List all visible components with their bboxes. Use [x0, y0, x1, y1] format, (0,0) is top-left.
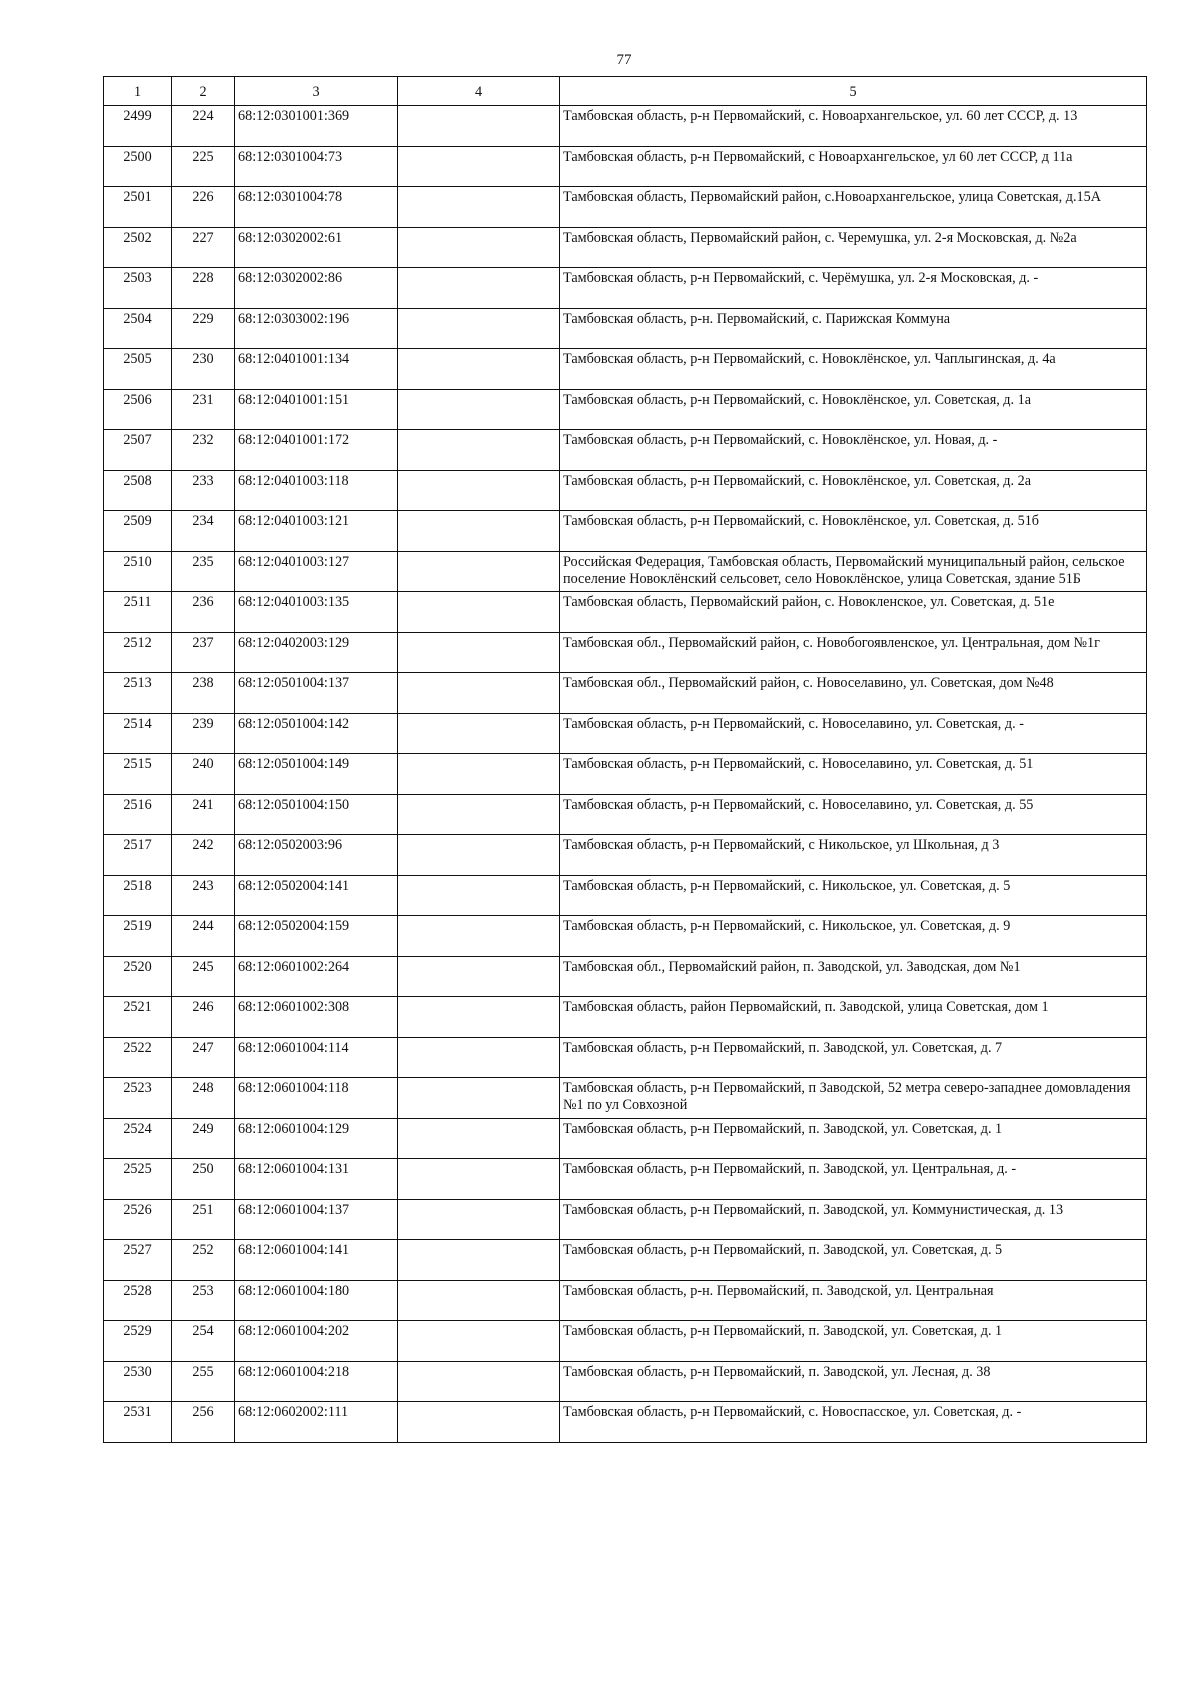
row-number: 2501: [104, 187, 172, 228]
address: Тамбовская область, р-н Первомайский, п. Заводской, ул. Центральная, д. -: [560, 1159, 1147, 1200]
column-4-cell: [398, 1199, 560, 1240]
address: Тамбовская область, р-н Первомайский, с. Новоселавино, ул. Советская, д. 51: [560, 754, 1147, 795]
entry-number: 246: [172, 997, 235, 1038]
row-number: 2506: [104, 389, 172, 430]
address: Тамбовская область, Первомайский район, с.Новоархангельское, улица Советская, д.15А: [560, 187, 1147, 228]
header-col-4: 4: [398, 77, 560, 106]
address: Тамбовская область, Первомайский район, с. Новокленское, ул. Советская, д. 51е: [560, 592, 1147, 633]
table-row: [104, 551, 1147, 592]
cadastral-number: 68:12:0303002:196: [235, 308, 398, 349]
entry-number: 228: [172, 268, 235, 309]
cadastral-number: 68:12:0401003:121: [235, 511, 398, 552]
cadastral-number: 68:12:0501004:137: [235, 673, 398, 714]
column-4-cell: [398, 916, 560, 957]
row-number: 2503: [104, 268, 172, 309]
cadastral-number: 68:12:0401003:135: [235, 592, 398, 633]
entry-number: 249: [172, 1118, 235, 1159]
row-number: 2510: [104, 551, 172, 592]
cadastral-number: 68:12:0301001:369: [235, 106, 398, 147]
row-number: 2526: [104, 1199, 172, 1240]
table-row: [104, 1037, 1147, 1078]
column-4-cell: [398, 106, 560, 147]
column-4-cell: [398, 713, 560, 754]
table-row: [104, 1321, 1147, 1362]
column-4-cell: [398, 268, 560, 309]
table-row: [104, 1159, 1147, 1200]
entry-number: 254: [172, 1321, 235, 1362]
row-number: 2509: [104, 511, 172, 552]
header-col-1: 1: [104, 77, 172, 106]
address: Тамбовская область, р-н Первомайский, с. Новоселавино, ул. Советская, д. -: [560, 713, 1147, 754]
entry-number: 235: [172, 551, 235, 592]
cadastral-number: 68:12:0401001:134: [235, 349, 398, 390]
column-4-cell: [398, 997, 560, 1038]
cadastral-number: 68:12:0601002:264: [235, 956, 398, 997]
row-number: 2524: [104, 1118, 172, 1159]
column-4-cell: [398, 1280, 560, 1321]
column-4-cell: [398, 308, 560, 349]
entry-number: 255: [172, 1361, 235, 1402]
entry-number: 231: [172, 389, 235, 430]
cadastral-number: 68:12:0601004:218: [235, 1361, 398, 1402]
cadastral-number: 68:12:0502004:159: [235, 916, 398, 957]
table-row: [104, 997, 1147, 1038]
address: Тамбовская область, р-н Первомайский, с. Черёмушка, ул. 2-я Московская, д. -: [560, 268, 1147, 309]
entry-number: 244: [172, 916, 235, 957]
cadastral-number: 68:12:0501004:142: [235, 713, 398, 754]
address: Российская Федерация, Тамбовская область, Первомайский муниципальный район, сельское поселение Новоклёнский сельсовет, село Новоклёнское, улица Советская, здание 51Б: [560, 551, 1147, 592]
page-number: 77: [616, 52, 632, 68]
column-4-cell: [398, 1321, 560, 1362]
entry-number: 252: [172, 1240, 235, 1281]
column-4-cell: [398, 754, 560, 795]
address: Тамбовская область, р-н Первомайский, п. Заводской, ул. Советская, д. 7: [560, 1037, 1147, 1078]
address: Тамбовская область, р-н Первомайский, с. Никольское, ул. Советская, д. 5: [560, 875, 1147, 916]
entry-number: 247: [172, 1037, 235, 1078]
row-number: 2531: [104, 1402, 172, 1443]
cadastral-number: 68:12:0601004:180: [235, 1280, 398, 1321]
row-number: 2504: [104, 308, 172, 349]
entry-number: 245: [172, 956, 235, 997]
address: Тамбовская область, р-н Первомайский, с. Никольское, ул. Советская, д. 9: [560, 916, 1147, 957]
address: Тамбовская обл., Первомайский район, с. Новоселавино, ул. Советская, дом №48: [560, 673, 1147, 714]
row-number: 2519: [104, 916, 172, 957]
column-4-cell: [398, 227, 560, 268]
table-row: [104, 835, 1147, 876]
entry-number: 242: [172, 835, 235, 876]
address: Тамбовская область, р-н Первомайский, с. Новоклёнское, ул. Советская, д. 51б: [560, 511, 1147, 552]
column-4-cell: [398, 835, 560, 876]
address: Тамбовская область, р-н Первомайский, п. Заводской, ул. Советская, д. 1: [560, 1321, 1147, 1362]
column-4-cell: [398, 956, 560, 997]
table-row: [104, 511, 1147, 552]
header-col-3: 3: [235, 77, 398, 106]
cadastral-number: 68:12:0501004:149: [235, 754, 398, 795]
column-4-cell: [398, 592, 560, 633]
table-header: [104, 77, 1147, 106]
entry-number: 243: [172, 875, 235, 916]
row-number: 2514: [104, 713, 172, 754]
table-row: [104, 673, 1147, 714]
table-row: [104, 713, 1147, 754]
entry-number: 234: [172, 511, 235, 552]
entry-number: 227: [172, 227, 235, 268]
cadastral-number: 68:12:0401001:172: [235, 430, 398, 471]
address: Тамбовская область, р-н Первомайский, с Новоархангельское, ул 60 лет СССР, д 11а: [560, 146, 1147, 187]
cadastral-number: 68:12:0601004:118: [235, 1078, 398, 1119]
row-number: 2505: [104, 349, 172, 390]
cadastral-number: 68:12:0601004:131: [235, 1159, 398, 1200]
address: Тамбовская область, р-н Первомайский, с. Новоселавино, ул. Советская, д. 55: [560, 794, 1147, 835]
row-number: 2502: [104, 227, 172, 268]
header-col-2: 2: [172, 77, 235, 106]
row-number: 2511: [104, 592, 172, 633]
table-row: [104, 632, 1147, 673]
entry-number: 236: [172, 592, 235, 633]
address: Тамбовская область, р-н Первомайский, с. Новоклёнское, ул. Советская, д. 2а: [560, 470, 1147, 511]
entry-number: 232: [172, 430, 235, 471]
row-number: 2518: [104, 875, 172, 916]
column-4-cell: [398, 389, 560, 430]
row-number: 2521: [104, 997, 172, 1038]
row-number: 2528: [104, 1280, 172, 1321]
column-4-cell: [398, 511, 560, 552]
entry-number: 229: [172, 308, 235, 349]
cadastral-number: 68:12:0502004:141: [235, 875, 398, 916]
table-row: [104, 1280, 1147, 1321]
address: Тамбовская область, р-н. Первомайский, п. Заводской, ул. Центральная: [560, 1280, 1147, 1321]
table-row: [104, 308, 1147, 349]
column-4-cell: [398, 146, 560, 187]
entry-number: 239: [172, 713, 235, 754]
row-number: 2508: [104, 470, 172, 511]
row-number: 2523: [104, 1078, 172, 1119]
column-4-cell: [398, 1078, 560, 1119]
row-number: 2522: [104, 1037, 172, 1078]
cadastral-number: 68:12:0302002:86: [235, 268, 398, 309]
cadastral-number: 68:12:0301004:73: [235, 146, 398, 187]
cadastral-number: 68:12:0401003:127: [235, 551, 398, 592]
column-4-cell: [398, 673, 560, 714]
register-table: [103, 76, 1147, 1443]
entry-number: 241: [172, 794, 235, 835]
table-row: [104, 1361, 1147, 1402]
entry-number: 238: [172, 673, 235, 714]
cadastral-number: 68:12:0301004:78: [235, 187, 398, 228]
address: Тамбовская область, р-н Первомайский, с. Новоклёнское, ул. Чаплыгинская, д. 4а: [560, 349, 1147, 390]
table-row: [104, 592, 1147, 633]
table-body: [104, 106, 1147, 1443]
entry-number: 225: [172, 146, 235, 187]
address: Тамбовская обл., Первомайский район, п. Заводской, ул. Заводская, дом №1: [560, 956, 1147, 997]
row-number: 2525: [104, 1159, 172, 1200]
column-4-cell: [398, 794, 560, 835]
header-col-5: 5: [560, 77, 1147, 106]
column-4-cell: [398, 1240, 560, 1281]
address: Тамбовская область, р-н Первомайский, п Заводской, 52 метра северо-западнее домовладения №1 по ул Совхозной: [560, 1078, 1147, 1119]
cadastral-number: 68:12:0601004:114: [235, 1037, 398, 1078]
entry-number: 240: [172, 754, 235, 795]
address: Тамбовская обл., Первомайский район, с. Новобогоявленское, ул. Центральная, дом №1г: [560, 632, 1147, 673]
table-row: [104, 227, 1147, 268]
entry-number: 230: [172, 349, 235, 390]
entry-number: 233: [172, 470, 235, 511]
column-4-cell: [398, 1361, 560, 1402]
column-4-cell: [398, 875, 560, 916]
row-number: 2530: [104, 1361, 172, 1402]
column-4-cell: [398, 470, 560, 511]
row-number: 2516: [104, 794, 172, 835]
row-number: 2520: [104, 956, 172, 997]
table-row: [104, 794, 1147, 835]
cadastral-number: 68:12:0602002:111: [235, 1402, 398, 1443]
cadastral-number: 68:12:0601004:141: [235, 1240, 398, 1281]
table-row: [104, 268, 1147, 309]
table-row: [104, 1240, 1147, 1281]
entry-number: 256: [172, 1402, 235, 1443]
address: Тамбовская область, район Первомайский, п. Заводской, улица Советская, дом 1: [560, 997, 1147, 1038]
table-row: [104, 106, 1147, 147]
address: Тамбовская область, р-н Первомайский, п. Заводской, ул. Советская, д. 1: [560, 1118, 1147, 1159]
column-4-cell: [398, 1118, 560, 1159]
cadastral-number: 68:12:0601002:308: [235, 997, 398, 1038]
row-number: 2515: [104, 754, 172, 795]
row-number: 2507: [104, 430, 172, 471]
column-4-cell: [398, 551, 560, 592]
table-row: [104, 389, 1147, 430]
address: Тамбовская область, р-н Первомайский, с Никольское, ул Школьная, д 3: [560, 835, 1147, 876]
entry-number: 248: [172, 1078, 235, 1119]
column-4-cell: [398, 430, 560, 471]
row-number: 2517: [104, 835, 172, 876]
column-4-cell: [398, 349, 560, 390]
entry-number: 237: [172, 632, 235, 673]
header-row: [104, 77, 1147, 106]
column-4-cell: [398, 1159, 560, 1200]
address: Тамбовская область, р-н Первомайский, п. Заводской, ул. Лесная, д. 38: [560, 1361, 1147, 1402]
row-number: 2499: [104, 106, 172, 147]
cadastral-number: 68:12:0601004:202: [235, 1321, 398, 1362]
cadastral-number: 68:12:0501004:150: [235, 794, 398, 835]
address: Тамбовская область, р-н Первомайский, п. Заводской, ул. Советская, д. 5: [560, 1240, 1147, 1281]
cadastral-number: 68:12:0502003:96: [235, 835, 398, 876]
column-4-cell: [398, 632, 560, 673]
address: Тамбовская область, р-н Первомайский, п. Заводской, ул. Коммунистическая, д. 13: [560, 1199, 1147, 1240]
row-number: 2529: [104, 1321, 172, 1362]
cadastral-number: 68:12:0402003:129: [235, 632, 398, 673]
column-4-cell: [398, 1402, 560, 1443]
address: Тамбовская область, р-н Первомайский, с. Новоархангельское, ул. 60 лет СССР, д. 13: [560, 106, 1147, 147]
entry-number: 251: [172, 1199, 235, 1240]
table-row: [104, 430, 1147, 471]
cadastral-number: 68:12:0302002:61: [235, 227, 398, 268]
entry-number: 250: [172, 1159, 235, 1200]
column-4-cell: [398, 1037, 560, 1078]
address: Тамбовская область, р-н Первомайский, с. Новоклёнское, ул. Новая, д. -: [560, 430, 1147, 471]
cadastral-number: 68:12:0401001:151: [235, 389, 398, 430]
address: Тамбовская область, р-н. Первомайский, с. Парижская Коммуна: [560, 308, 1147, 349]
column-4-cell: [398, 187, 560, 228]
address: Тамбовская область, р-н Первомайский, с. Новоспасское, ул. Советская, д. -: [560, 1402, 1147, 1443]
table-row: [104, 956, 1147, 997]
cadastral-number: 68:12:0601004:129: [235, 1118, 398, 1159]
table-row: [104, 1199, 1147, 1240]
row-number: 2500: [104, 146, 172, 187]
entry-number: 226: [172, 187, 235, 228]
row-number: 2512: [104, 632, 172, 673]
table-row: [104, 349, 1147, 390]
table-row: [104, 754, 1147, 795]
table-row: [104, 470, 1147, 511]
address: Тамбовская область, р-н Первомайский, с. Новоклёнское, ул. Советская, д. 1а: [560, 389, 1147, 430]
table-row: [104, 1402, 1147, 1443]
cadastral-number: 68:12:0601004:137: [235, 1199, 398, 1240]
table-row: [104, 1078, 1147, 1119]
table-row: [104, 875, 1147, 916]
address: Тамбовская область, Первомайский район, с. Черемушка, ул. 2-я Московская, д. №2а: [560, 227, 1147, 268]
table-row: [104, 187, 1147, 228]
cadastral-number: 68:12:0401003:118: [235, 470, 398, 511]
entry-number: 224: [172, 106, 235, 147]
table-row: [104, 916, 1147, 957]
row-number: 2527: [104, 1240, 172, 1281]
row-number: 2513: [104, 673, 172, 714]
entry-number: 253: [172, 1280, 235, 1321]
table-row: [104, 1118, 1147, 1159]
table-row: [104, 146, 1147, 187]
